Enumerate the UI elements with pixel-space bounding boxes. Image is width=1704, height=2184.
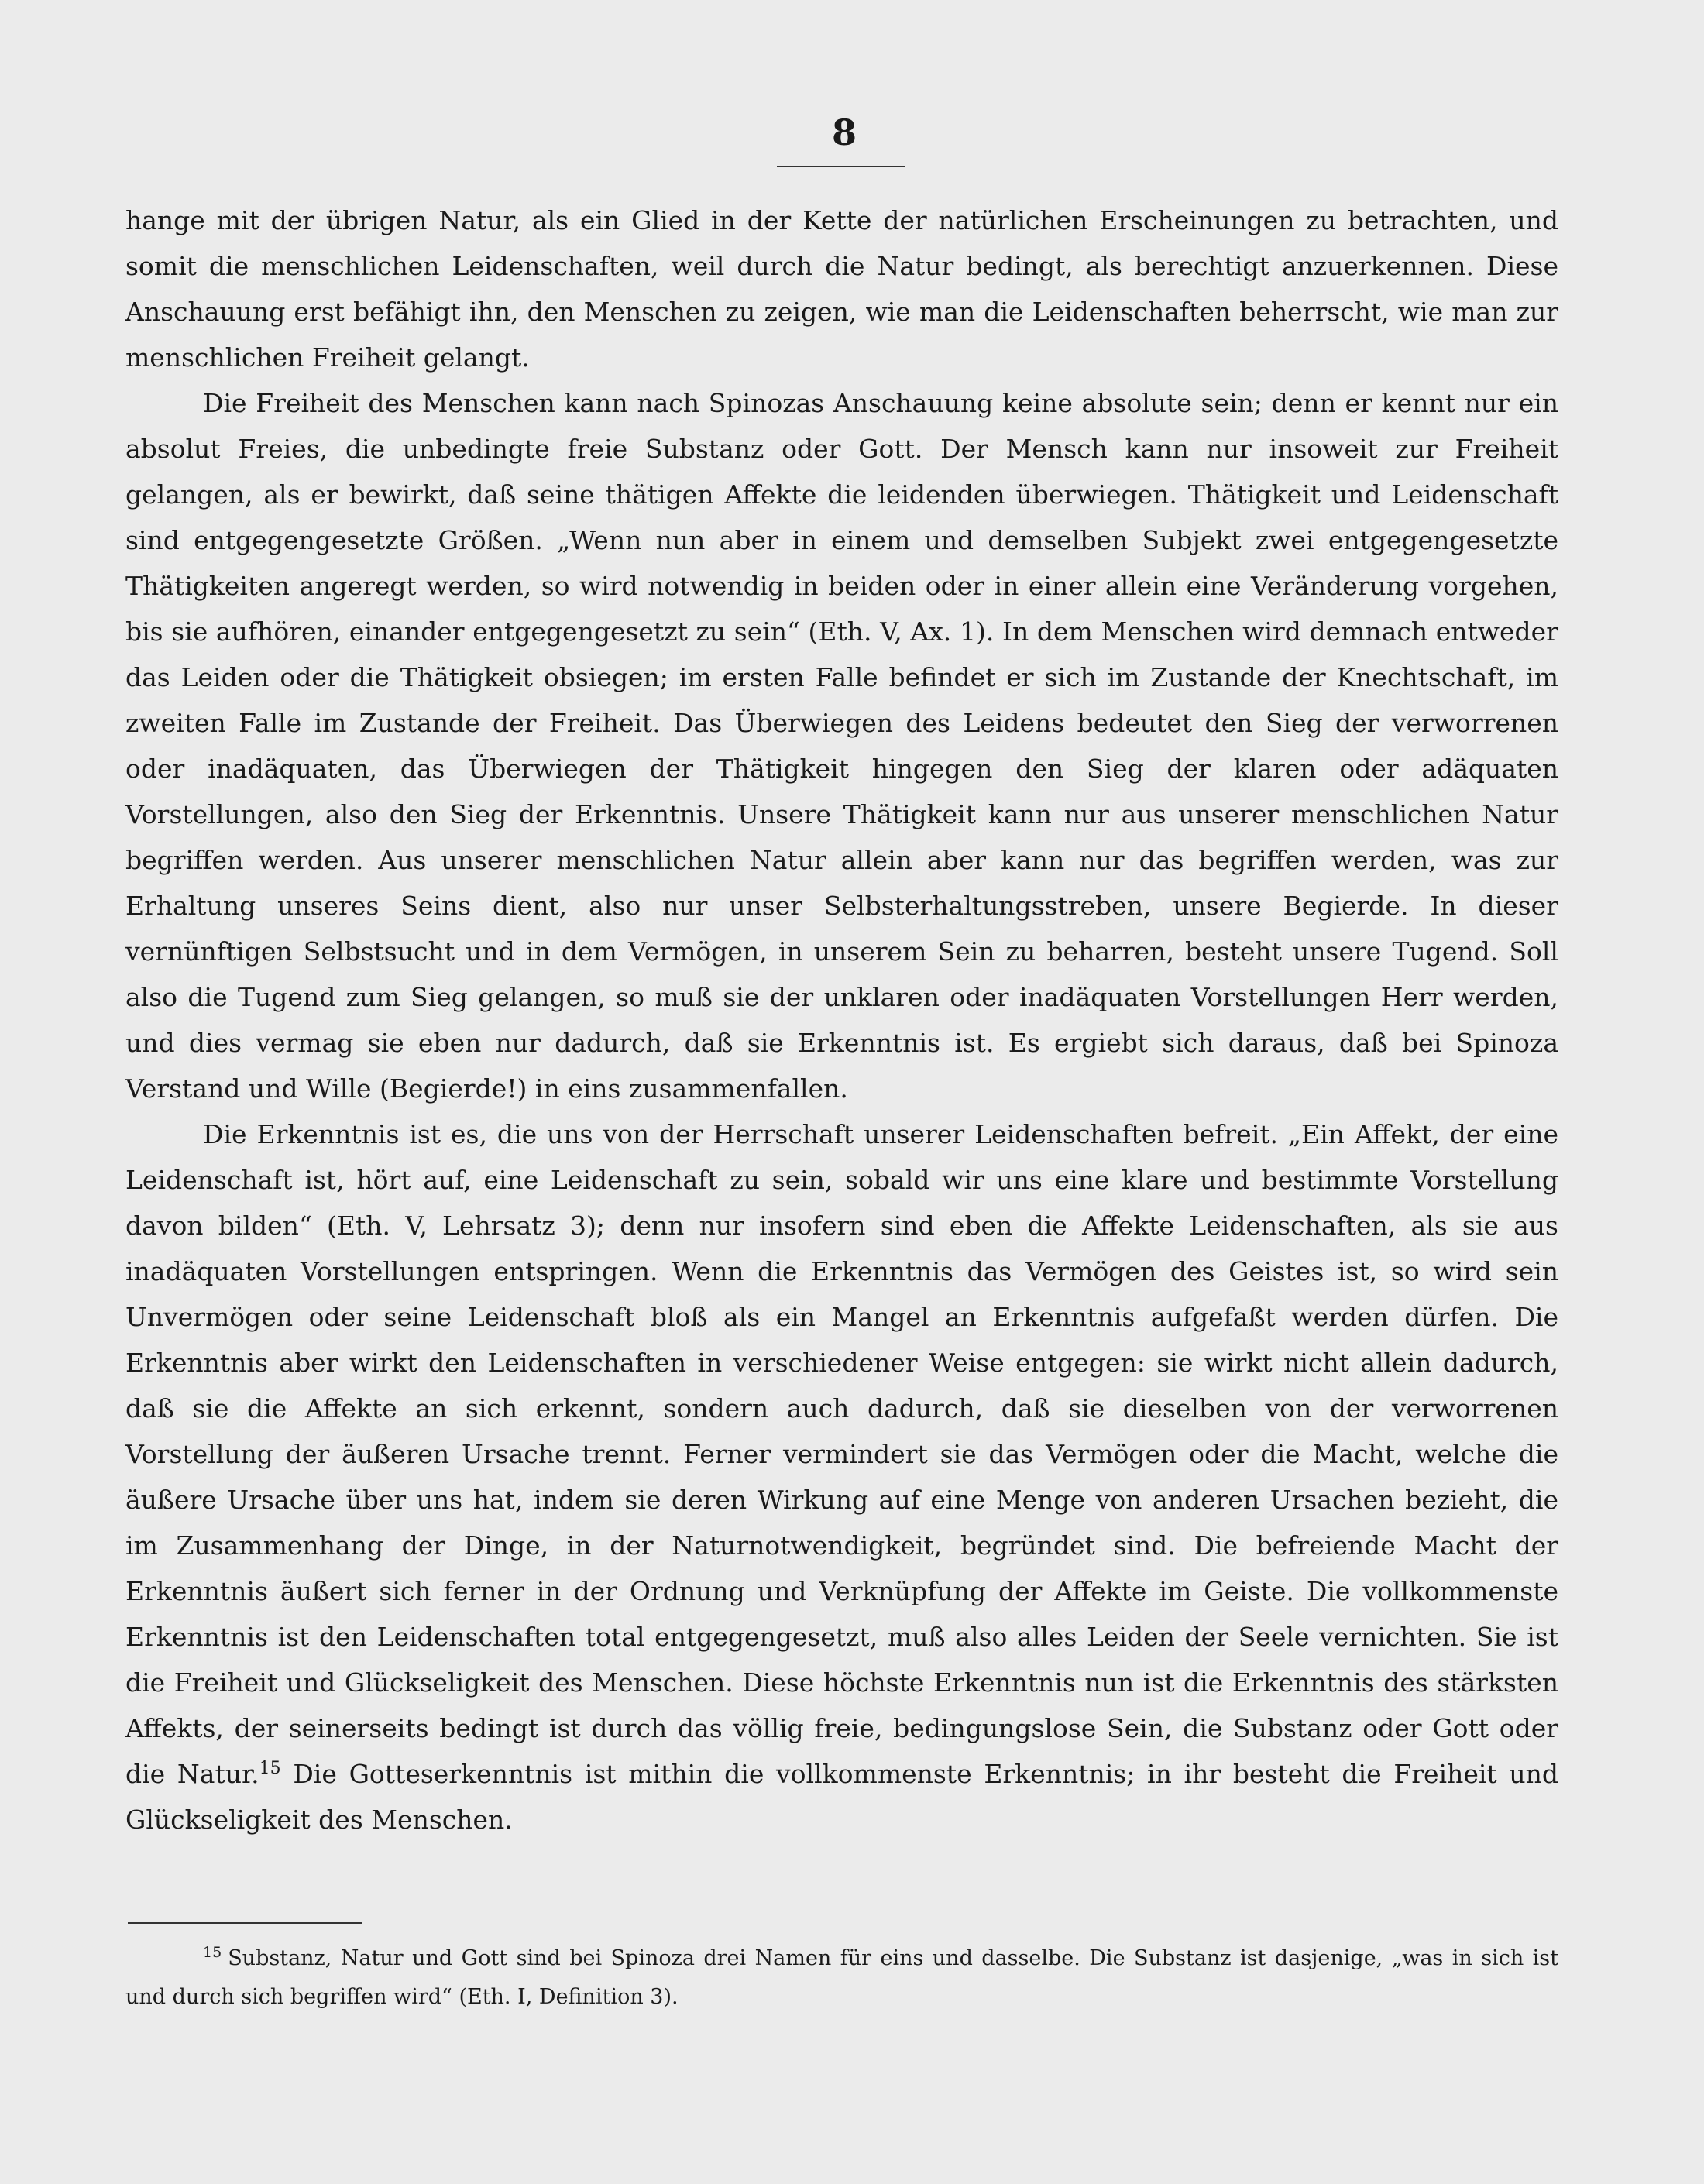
- footnote-separator: [128, 1922, 362, 1924]
- footnote-reference-15[interactable]: 15: [259, 1759, 281, 1778]
- paragraph-3-text-after-ref: Die Gotteserkenntnis ist mithin die vollkommenste Erkenntnis; in ihr besteht die Freiheit und Glückseligkeit des Menschen.: [125, 1759, 1559, 1835]
- header-rule: [777, 166, 905, 167]
- footnotes: [125, 1939, 1558, 2017]
- footnote-text: Substanz, Natur und Gott sind bei Spinoza drei Namen für eins und dasselbe. Die Substanz ist dasjenige, „was in sich ist und durch sich begriffen wird“ (Eth. I, Definition 3).: [125, 1946, 1558, 2009]
- main-text: [125, 197, 1558, 1842]
- paragraph-3: [125, 1111, 1558, 1842]
- paragraph-3-text-before-ref: Die Erkenntnis ist es, die uns von der Herrschaft unserer Leidenschaften befreit. „Ein Affekt, der eine Leidenschaft ist, hört auf, eine Leidenschaft zu sein, sobald wir uns eine klare und bestimmte Vorstellung davon bilden“ (Eth. V, Lehrsatz 3); denn nur insofern sind eben die Affekte Leidenschaften, als sie aus inadäquaten Vorstellungen entspringen. Wenn die Erkenntnis das Vermögen des Geistes ist, so wird sein Unvermögen oder seine Leidenschaft bloß als ein Mangel an Erkenntnis aufgefaßt werden dürfen. Die Erkenntnis aber wirkt den Leidenschaften in verschiedener Weise entgegen: sie wirkt nicht allein dadurch, daß sie die Affekte an sich erkennt, sondern auch dadurch, daß sie dieselben von der verworrenen Vorstellung der äußeren Ursache trennt. Ferner vermindert sie das Vermögen oder die Macht, welche die äußere Ursache über uns hat, indem sie deren Wirkung auf eine Menge von anderen Ursachen bezieht, die im Zusammenhang der Dinge, in der Naturnotwendigkeit, begründet sind. Die befreiende Macht der Erkenntnis äußert sich ferner in der Ordnung und Verknüpfung der Affekte im Geiste. Die vollkommenste Erkenntnis ist den Leidenschaften total entgegengesetzt, muß also alles Leiden der Seele vernichten. Sie ist die Freiheit und Glückseligkeit des Menschen. Diese höchste Erkenntnis nun ist die Erkenntnis des stärksten Affekts, der seinerseits bedingt ist durch das völlig freie, bedingungslose Sein, die Substanz oder Gott oder die Natur.: [125, 1119, 1558, 1789]
- page-number: 8: [831, 112, 857, 153]
- footnote-number: 15: [203, 1944, 222, 1961]
- paragraph-1: hange mit der übrigen Natur, als ein Glied in der Kette der natürlichen Erscheinungen zu betrachten, und somit die menschlichen Leidenschaften, weil durch die Natur bedingt, als berechtigt anzuerkennen. Diese Anschauung erst befähigt ihn, den Menschen zu zeigen, wie man die Leidenschaften beherrscht, wie man zur menschlichen Freiheit gelangt.: [125, 205, 1558, 373]
- paragraph-2: Die Freiheit des Menschen kann nach Spinozas Anschauung keine absolute sein; denn er kennt nur ein absolut Freies, die unbedingte freie Substanz oder Gott. Der Mensch kann nur insoweit zur Freiheit gelangen, als er bewirkt, daß seine thätigen Affekte die leidenden überwiegen. Thätigkeit und Leidenschaft sind entgegengesetzte Größen. „Wenn nun aber in einem und demselben Subjekt zwei entgegengesetzte Thätigkeiten angeregt werden, so wird notwendig in beiden oder in einer allein eine Veränderung vorgehen, bis sie aufhören, einander entgegengesetzt zu sein“ (Eth. V, Ax. 1). In dem Menschen wird demnach entweder das Leiden oder die Thätigkeit obsiegen; im ersten Falle befindet er sich im Zustande der Knechtschaft, im zweiten Falle im Zustande der Freiheit. Das Überwiegen des Leidens bedeutet den Sieg der verworrenen oder inadäquaten, das Überwiegen der Thätigkeit hingegen den Sieg der klaren oder adäquaten Vorstellungen, also den Sieg der Erkenntnis. Unsere Thätigkeit kann nur aus unserer menschlichen Natur begriffen werden. Aus unserer menschlichen Natur allein aber kann nur das begriffen werden, was zur Erhaltung unseres Seins dient, also nur unser Selbsterhaltungsstreben, unsere Begierde. In dieser vernünftigen Selbstsucht und in dem Vermögen, in unserem Sein zu beharren, besteht unsere Tugend. Soll also die Tugend zum Sieg gelangen, so muß sie der unklaren oder inadäquaten Vorstellungen Herr werden, und dies vermag sie eben nur dadurch, daß sie Erkenntnis ist. Es ergiebt sich daraus, daß bei Spinoza Verstand und Wille (Begierde!) in eins zusammenfallen.: [125, 388, 1558, 1104]
- footnote-15: [125, 1939, 1558, 2017]
